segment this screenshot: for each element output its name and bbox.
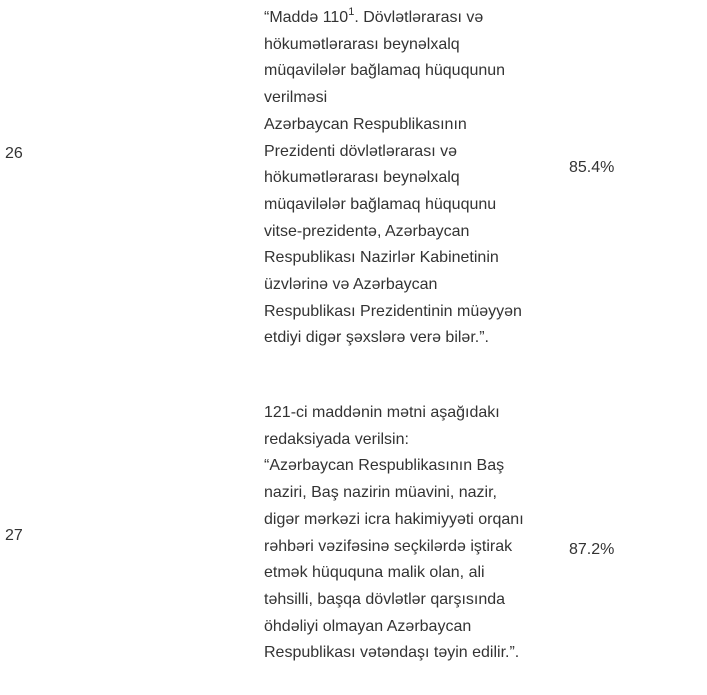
text-line: hökumətlərarası beynəlxalq <box>264 35 460 53</box>
row-number: 27 <box>5 527 23 544</box>
text-line: müqavilələr bağlamaq hüququnu <box>264 195 497 213</box>
text-line: “Azərbaycan Respublikasının Baş <box>264 457 505 475</box>
text-line: müqavilələr bağlamaq hüququnun <box>264 62 506 80</box>
text-line: Respublikası Nazirlər Kabinetinin <box>264 249 499 267</box>
vote-percentage: 87.2% <box>569 541 615 558</box>
vote-percentage: 85.4% <box>569 159 615 176</box>
text-line: rəhbəri vəzifəsinə seçkilərdə iştirak <box>264 537 513 555</box>
text-line: etdiyi digər şəxslərə verə bilər.”. <box>264 329 489 347</box>
text-line: vitse-prezidentə, Azərbaycan <box>264 222 470 240</box>
row-number: 26 <box>5 145 23 162</box>
text-line: Respublikası vətəndaşı təyin edilir.”. <box>264 644 520 662</box>
text-line: üzvlərinə və Azərbaycan <box>264 276 438 294</box>
text-line: öhdəliyi olmayan Azərbaycan <box>264 617 472 635</box>
text-line: “Maddə $110^1$. Dövlətlərarası və <box>264 5 484 26</box>
article-text <box>264 400 564 667</box>
text-line: redaksiyada verilsin: <box>264 430 409 448</box>
text-line: təhsilli, başqa dövlətlər qarşısında <box>264 590 506 608</box>
text-line: Respublikası Prezidentinin müəyyən <box>264 302 522 320</box>
text-line: digər mərkəzi icra hakimiyyəti orqanı <box>264 510 524 528</box>
text-line: verilməsi <box>264 89 328 107</box>
article-text <box>264 5 564 352</box>
text-line: Prezidenti dövlətlərarası və <box>264 142 457 160</box>
text-line: naziri, Baş nazirin müavini, nazir, <box>264 484 497 502</box>
text-line: Azərbaycan Respublikasının <box>264 115 467 133</box>
superscript: 1 <box>348 5 355 18</box>
text-line: hökumətlərarası beynəlxalq <box>264 169 460 187</box>
text-line: etmək hüququna malik olan, ali <box>264 564 485 582</box>
text-line: 121-ci maddənin mətni aşağıdakı <box>264 404 500 421</box>
